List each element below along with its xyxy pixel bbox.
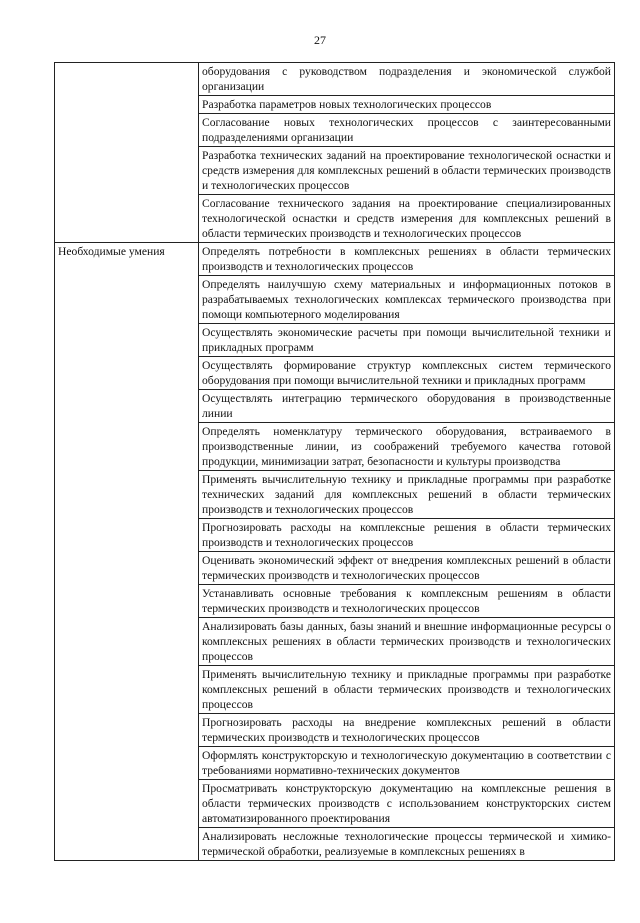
table-cell: Анализировать базы данных, базы знаний и внешние информационные ресурсы о комплексных решениях в области термических производств и технологических процессов [199, 618, 615, 666]
table-cell: Определять потребности в комплексных решениях в области термических производств и технологических процессов [199, 243, 615, 276]
requirements-table-body [55, 63, 615, 861]
table-cell: Согласование технического задания на проектирование специализированных технологической оснастки и средств измерения для комплексных решений в области термических производств и технологических процессов [199, 195, 615, 243]
table-cell: Оценивать экономический эффект от внедрения комплексных решений в области термических производств и технологических процессов [199, 552, 615, 585]
table-cell: Применять вычислительную технику и прикладные программы при разработке технических заданий для комплексных решений в области термических производств и технологических процессов [199, 471, 615, 519]
table-cell: Осуществлять интеграцию термического оборудования в производственные линии [199, 390, 615, 423]
table-row [55, 63, 615, 96]
section-label-skills: Необходимые умения [55, 243, 199, 861]
table-cell: Устанавливать основные требования к комплексным решениям в области термических производств и технологических процессов [199, 585, 615, 618]
table-cell: Осуществлять экономические расчеты при помощи вычислительной техники и прикладных программ [199, 324, 615, 357]
table-cell: Разработка параметров новых технологических процессов [199, 96, 615, 114]
requirements-table [54, 62, 615, 861]
table-cell: Применять вычислительную технику и прикладные программы при разработке комплексных решений в области термических производств и технологических процессов [199, 666, 615, 714]
table-cell: Согласование новых технологических процессов с заинтересованными подразделениями организации [199, 114, 615, 147]
table-cell: Прогнозировать расходы на внедрение комплексных решений в области термических производств и технологических процессов [199, 714, 615, 747]
table-cell: Анализировать несложные технологические процессы термической и химико-термической обработки, реализуемые в комплексных решениях в [199, 828, 615, 861]
table-cell: оборудования с руководством подразделения и экономической службой организации [199, 63, 615, 96]
table-cell: Оформлять конструкторскую и технологическую документацию в соответствии с требованиями нормативно-технических документов [199, 747, 615, 780]
table-cell: Разработка технических заданий на проектирование технологической оснастки и средств измерения для комплексных решений в области термических производств и технологических процессов [199, 147, 615, 195]
table-cell: Определять номенклатуру термического оборудования, встраиваемого в производственные линии, из соображений требуемого качества готовой продукции, минимизации затрат, безопасности и культуры производства [199, 423, 615, 471]
table-cell: Просматривать конструкторскую документацию на комплексные решения в области термических производств с использованием конструкторских систем автоматизированного проектирования [199, 780, 615, 828]
table-cell: Осуществлять формирование структур комплексных систем термического оборудования при помощи вычислительной техники и прикладных программ [199, 357, 615, 390]
table-cell: Определять наилучшую схему материальных и информационных потоков в разрабатываемых технологических комплексах термического производства при помощи компьютерного моделирования [199, 276, 615, 324]
table-cell: Прогнозировать расходы на комплексные решения в области термических производств и технологических процессов [199, 519, 615, 552]
table-row [55, 243, 615, 276]
page-number: 27 [314, 33, 326, 47]
left-cell-empty [55, 63, 199, 243]
